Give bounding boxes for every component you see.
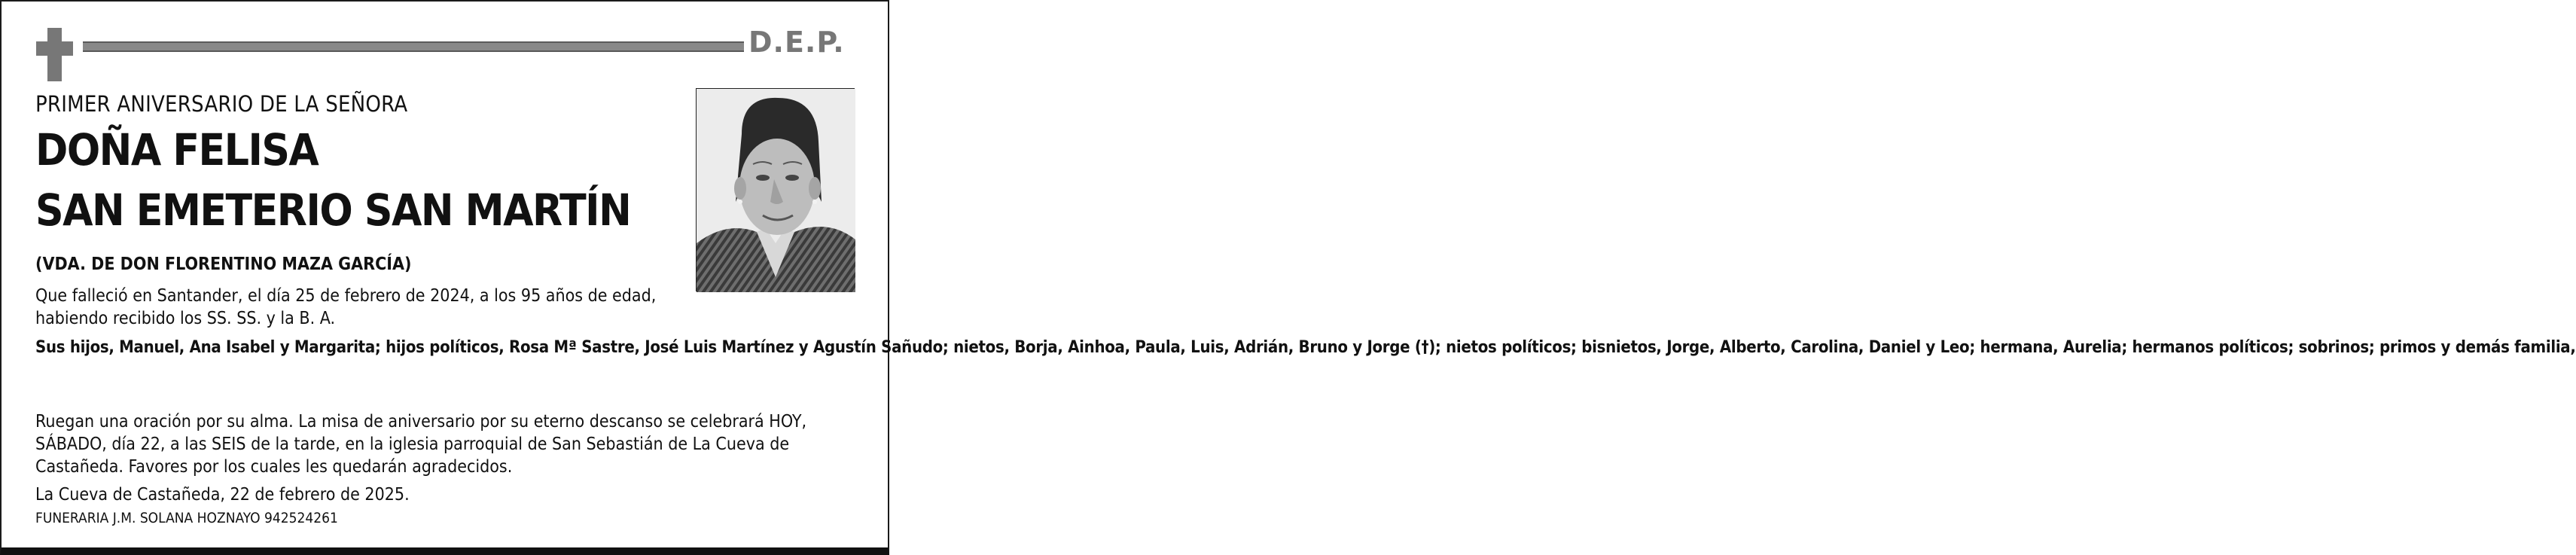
header-rule bbox=[83, 41, 744, 52]
family-paragraph: Sus hijos, Manuel, Ana Isabel y Margarita; hijos políticos, Rosa Mª Sastre, José Luis Martínez y Agustín Sañudo; nietos, Borja, Ainhoa, Paula, Luis, Adrián, Bruno y Jorge (†); nietos políticos; bisnietos, Jorge, Alberto, Carolina, Daniel y Leo; hermana, Aurelia; hermanos políticos; sobrinos; primos y demás familia, bbox=[35, 338, 2576, 357]
place-date: La Cueva de Castañeda, 22 de febrero de 2025. bbox=[35, 485, 410, 505]
dep-label: D.E.P. bbox=[748, 26, 845, 59]
widow-of-line: (VDA. DE DON FLORENTINO MAZA GARCÍA) bbox=[35, 255, 412, 274]
mass-notice-paragraph: Ruegan una oración por su alma. La misa de aniversario por su eterno descanso se celebrará HOY, SÁBADO, día 22, a las SEIS de la tarde, en la iglesia parroquial de San Sebastián de La Cueva de Castañeda. Favores por los cuales les quedarán agradecidos. bbox=[35, 412, 807, 477]
deceased-name-line2: SAN EMETERIO SAN MARTÍN bbox=[35, 184, 631, 236]
death-notice-paragraph: Que falleció en Santander, el día 25 de febrero de 2024, a los 95 años de edad, habiendo recibido los SS. SS. y la B. A. bbox=[35, 286, 657, 328]
funeral-home: FUNERARIA J.M. SOLANA HOZNAYO 942524261 bbox=[35, 510, 338, 526]
deceased-name-line1: DOÑA FELISA bbox=[35, 124, 319, 175]
portrait-photo bbox=[696, 88, 855, 291]
anniversary-subtitle: PRIMER ANIVERSARIO DE LA SEÑORA bbox=[35, 91, 408, 117]
